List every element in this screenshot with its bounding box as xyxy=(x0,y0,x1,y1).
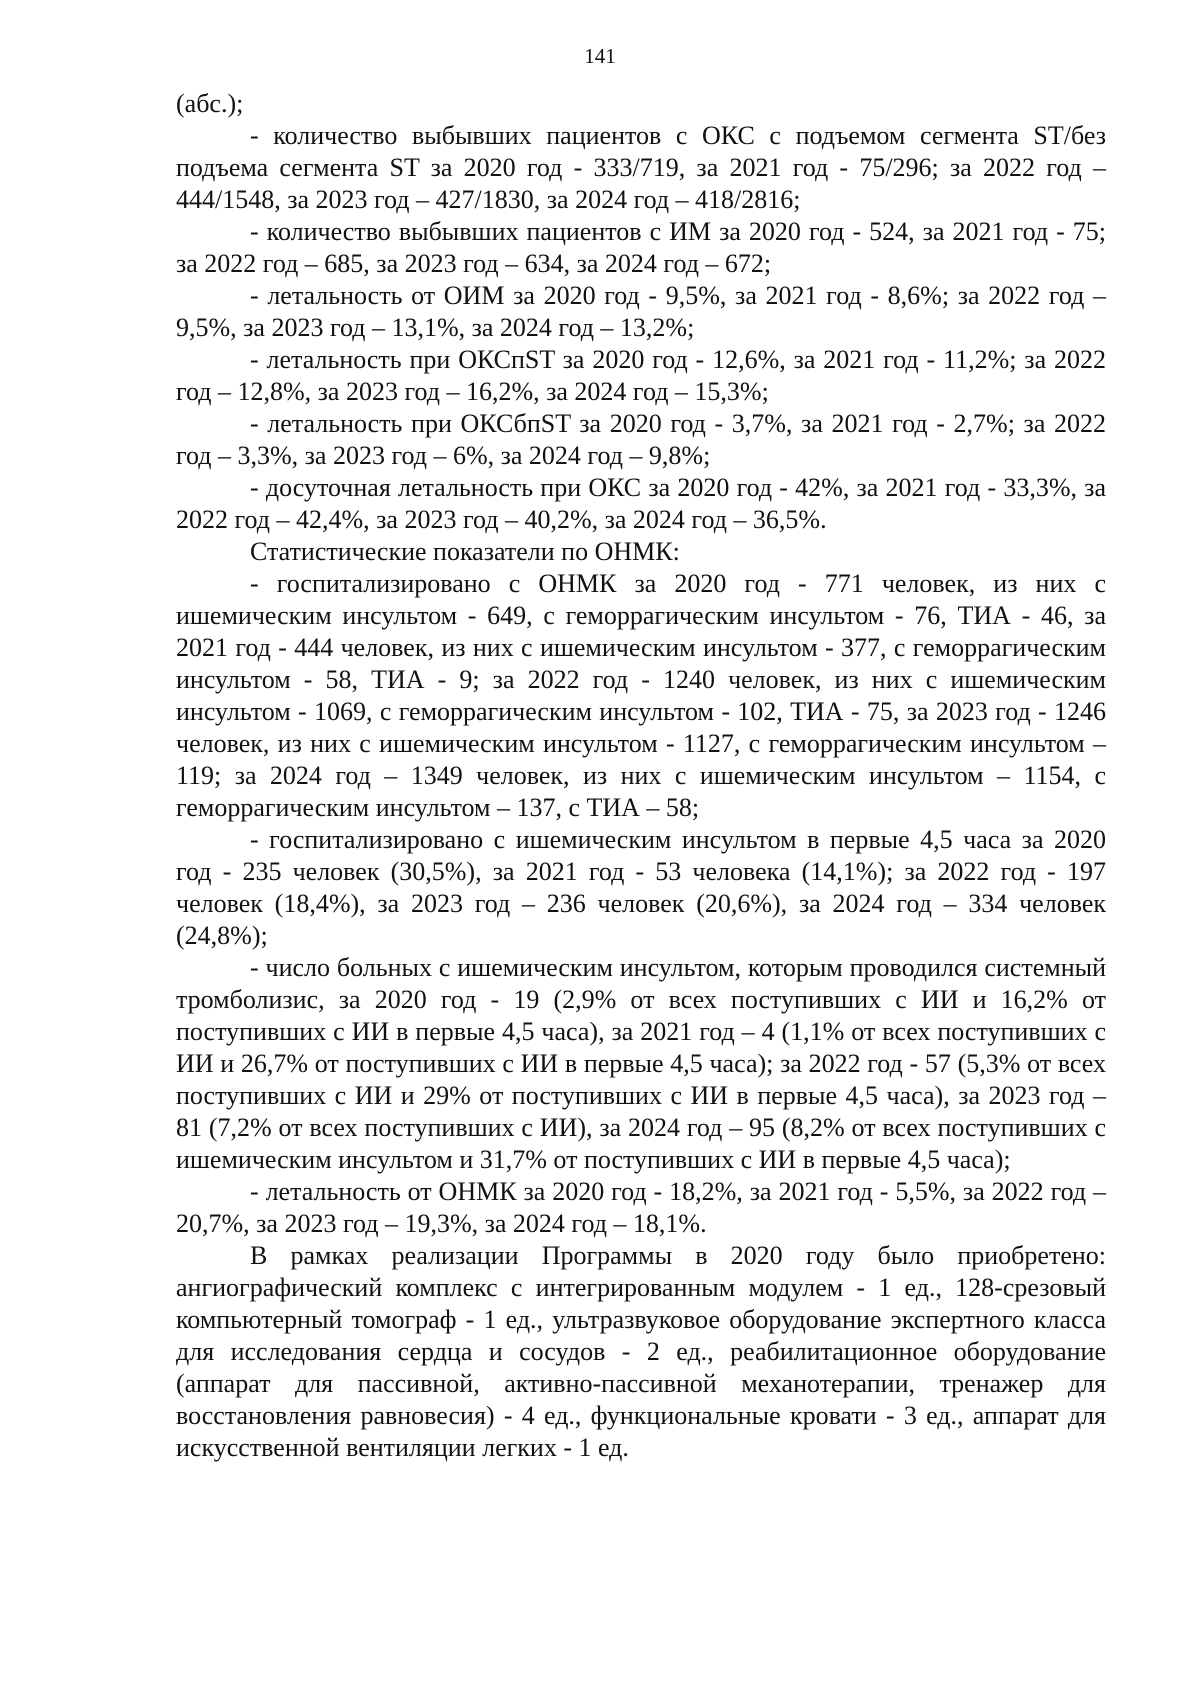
paragraph-oks-discharged: - количество выбывших пациентов с ОКС с подъемом сегмента ST/без подъема сегмента ST за 2020 год - 333/719, за 2021 год - 75/296; за 2022 год – 444/1548, за 2023 год – 427/1830, за 2024 год – 418/2816; xyxy=(176,121,1106,214)
paragraph-oksbpst-mortality: - летальность при ОКСбпST за 2020 год - 3,7%, за 2021 год - 2,7%; за 2022 год – 3,3%, за 2023 год – 6%, за 2024 год – 9,8%; xyxy=(176,409,1106,470)
paragraph-okspst-mortality: - летальность при ОКСпST за 2020 год - 12,6%, за 2021 год - 11,2%; за 2022 год – 12,8%, за 2023 год – 16,2%, за 2024 год – 15,3%; xyxy=(176,345,1106,406)
paragraph-ischemic-first-hours: - госпитализировано с ишемическим инсультом в первые 4,5 часа за 2020 год - 235 человек (30,5%), за 2021 год - 53 человека (14,1%); за 2022 год - 197 человек (18,4%), за 2023 год – 236 человек (20,6%), за 2024 год – 334 человек (24,8%); xyxy=(176,825,1106,950)
paragraph-onmk-hospitalized: - госпитализировано с ОНМК за 2020 год - 771 человек, из них с ишемическим инсультом - 649, с геморрагическим инсультом - 76, ТИА - 46, за 2021 год - 444 человек, из них с ишемическим инсультом - 377, с геморрагическим инсультом - 58, ТИА - 9; за 2022 год - 1240 человек, из них с ишемическим инсультом - 1069, с геморрагическим инсультом - 102, ТИА - 75, за 2023 год - 1246 человек, из них с ишемическим инсультом - 1127, с геморрагическим инсультом – 119; за 2024 год – 1349 человек, из них с ишемическим инсультом – 1154, с геморрагическим инсультом – 137, с ТИА – 58; xyxy=(176,569,1106,822)
paragraph-onmk-heading: Статистические показатели по ОНМК: xyxy=(250,537,680,566)
paragraph-abs-continuation: (абс.); xyxy=(176,89,244,118)
paragraph-oks-daily-mortality: - досуточная летальность при ОКС за 2020 год - 42%, за 2021 год - 33,3%, за 2022 год – 42,4%, за 2023 год – 40,2%, за 2024 год – 36,5%. xyxy=(176,473,1106,534)
document-body xyxy=(176,88,1106,1464)
page-number: 141 xyxy=(584,44,616,68)
paragraph-equipment-purchased: В рамках реализации Программы в 2020 году было приобретено: ангиографический комплекс с интегрированным модулем - 1 ед., 128-срезовый компьютерный томограф - 1 ед., ультразвуковое оборудование экспертного класса для исследования сердца и сосудов - 2 ед., реабилитационное оборудование (аппарат для пассивной, активно-пассивной механотерапии, тренажер для восстановления равновесия) - 4 ед., функциональные кровати - 3 ед., аппарат для искусственной вентиляции легких - 1 ед. xyxy=(176,1241,1106,1462)
paragraph-thrombolysis: - число больных с ишемическим инсультом, которым проводился системный тромболизис, за 2020 год - 19 (2,9% от всех поступивших с ИИ и 16,2% от поступивших с ИИ в первые 4,5 часа), за 2021 год – 4 (1,1% от всех поступивших с ИИ и 26,7% от поступивших с ИИ в первые 4,5 часа); за 2022 год - 57 (5,3% от всех поступивших с ИИ и 29% от поступивших с ИИ в первые 4,5 часа), за 2023 год – 81 (7,2% от всех поступивших с ИИ), за 2024 год – 95 (8,2% от всех поступивших с ишемическим инсультом и 31,7% от поступивших с ИИ в первые 4,5 часа); xyxy=(176,953,1106,1174)
paragraph-onmk-mortality: - летальность от ОНМК за 2020 год - 18,2%, за 2021 год - 5,5%, за 2022 год – 20,7%, за 2023 год – 19,3%, за 2024 год – 18,1%. xyxy=(176,1177,1106,1238)
paragraph-oim-mortality: - летальность от ОИМ за 2020 год - 9,5%, за 2021 год - 8,6%; за 2022 год – 9,5%, за 2023 год – 13,1%, за 2024 год – 13,2%; xyxy=(176,281,1106,342)
paragraph-im-discharged: - количество выбывших пациентов с ИМ за 2020 год - 524, за 2021 год - 75; за 2022 год – 685, за 2023 год – 634, за 2024 год – 672; xyxy=(176,217,1106,278)
